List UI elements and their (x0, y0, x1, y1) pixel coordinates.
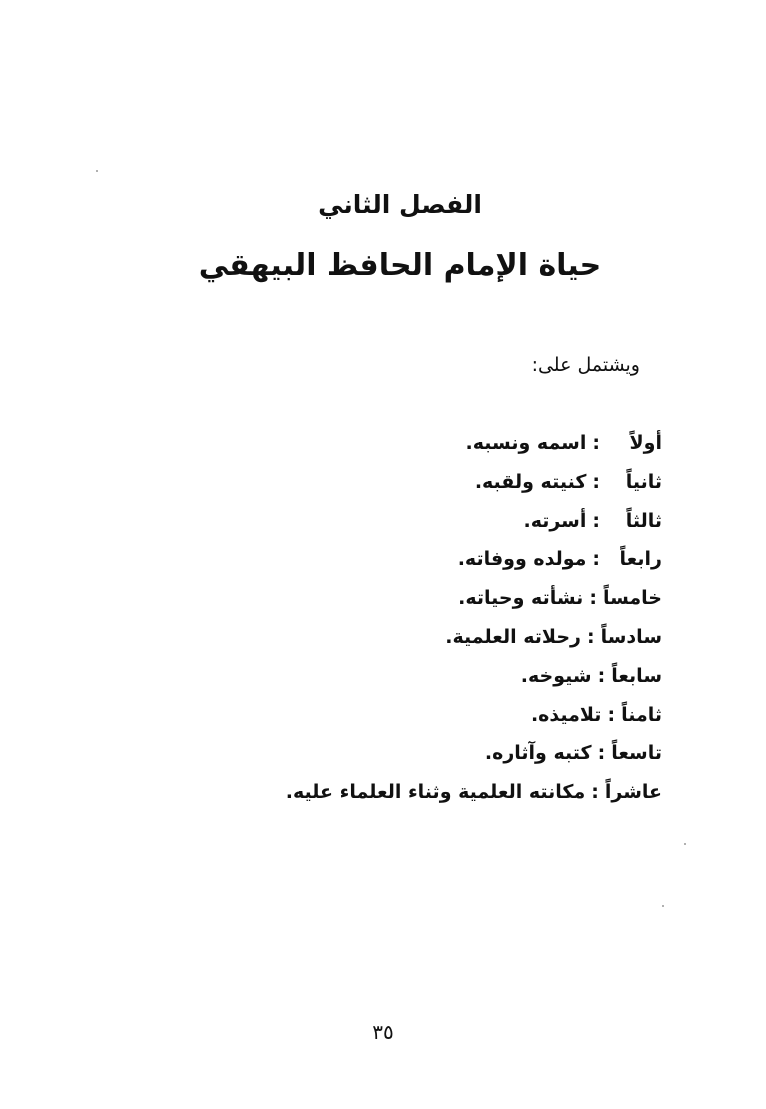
outline-text: رحلاته العلمية. (445, 625, 581, 648)
outline-ordinal: ثامناً (621, 703, 662, 726)
intro-text: ويشتمل على: (531, 354, 640, 376)
outline-separator: : (592, 548, 600, 571)
outline-ordinal: ثانياً (625, 470, 662, 493)
outline-text: أسرته. (523, 509, 587, 532)
outline-separator: : (587, 625, 595, 648)
outline-separator: : (597, 664, 606, 687)
chapter-label: الفصل الثاني (318, 190, 482, 219)
outline-item (286, 467, 662, 506)
outline-separator: : (597, 742, 606, 765)
outline-item (286, 622, 662, 661)
outline-item (286, 661, 662, 700)
outline-separator: : (591, 781, 599, 804)
chapter-outline (286, 428, 662, 816)
scan-speck (96, 170, 98, 172)
outline-item (286, 544, 662, 583)
outline-item (286, 700, 662, 739)
outline-separator: : (607, 703, 616, 726)
outline-ordinal: رابعاً (619, 548, 662, 571)
outline-item (286, 428, 662, 467)
outline-ordinal: عاشراً (604, 781, 662, 804)
outline-text: اسمه ونسبه. (465, 432, 587, 454)
outline-text: تلاميذه. (530, 703, 602, 726)
outline-item (286, 738, 662, 777)
outline-text: مكانته العلمية وثناء العلماء عليه. (285, 781, 586, 804)
outline-text: شيوخه. (520, 664, 592, 687)
outline-separator: : (592, 432, 600, 454)
outline-item (286, 506, 662, 545)
outline-ordinal: سادساً (600, 625, 662, 648)
outline-item (286, 583, 662, 622)
outline-ordinal: خامساً (602, 587, 662, 610)
outline-separator: : (589, 587, 597, 610)
outline-text: كتبه وآثاره. (484, 742, 592, 765)
outline-ordinal: ثالثاً (625, 509, 662, 532)
scan-speck (684, 843, 686, 845)
chapter-title: حياة الإمام الحافظ البيهقي (198, 248, 602, 283)
page-number: ٣٥ (372, 1020, 394, 1044)
outline-ordinal: سابعاً (611, 664, 662, 687)
outline-ordinal: أولاً (629, 432, 662, 454)
outline-item (286, 777, 662, 816)
outline-text: مولده ووفاته. (457, 548, 587, 571)
outline-separator: : (592, 470, 600, 493)
outline-separator: : (592, 509, 600, 532)
outline-text: كنيته ولقبه. (474, 470, 587, 493)
outline-ordinal: تاسعاً (611, 742, 662, 765)
scan-speck (662, 905, 664, 907)
outline-text: نشأته وحياته. (458, 587, 584, 610)
